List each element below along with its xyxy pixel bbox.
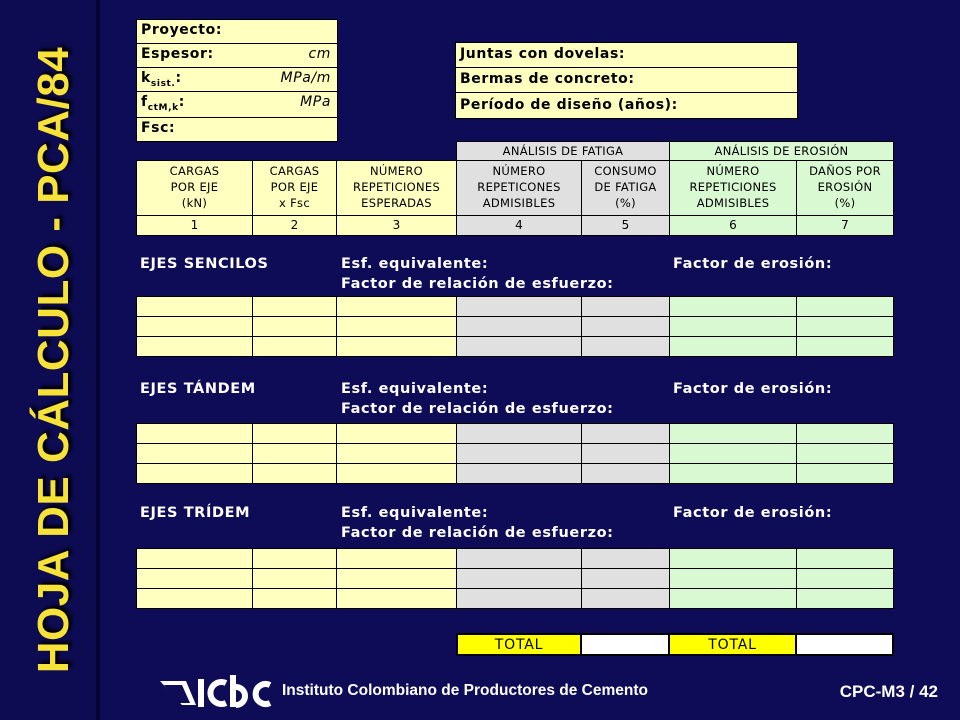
espesor-unit: cm [308,46,331,62]
grid-cell[interactable] [336,316,457,337]
section-tandem-esf: Esf. equivalente: [341,381,489,397]
section-tridem-factor-ero: Factor de erosión: [673,505,833,521]
col-number-5: 5 [581,215,670,236]
grid-cell[interactable] [456,463,582,484]
grid-cell[interactable] [252,336,337,357]
grid-cell[interactable] [336,296,457,317]
ksist-unit: MPa/m [280,70,331,86]
grid-cell[interactable] [669,423,797,444]
grid-cell[interactable] [796,548,894,569]
grid-cell[interactable] [136,336,253,357]
grid-cell[interactable] [796,588,894,609]
page-number: CPC-M3 / 42 [839,682,938,701]
grid-cell[interactable] [581,443,670,464]
grid-cell[interactable] [669,336,797,357]
col-header-6: NÚMERO REPETICIONES ADMISIBLES [669,160,797,216]
grid-cell[interactable] [252,548,337,569]
section-tridem-title: EJES TRÍDEM [140,505,251,521]
section-sencillos-factor-ero: Factor de erosión: [673,256,833,272]
proyecto-label: Proyecto: [141,22,223,38]
grid-cell[interactable] [136,443,253,464]
section-tridem-factor-rel: Factor de relación de esfuerzo: [341,525,614,541]
design-params-box [455,42,798,119]
grid-cell[interactable] [456,568,582,589]
grid-cell[interactable] [336,463,457,484]
fatiga-group-header: ANÁLISIS DE FATIGA [456,141,670,161]
grid-cell[interactable] [456,296,582,317]
juntas-label: Juntas con dovelas: [460,46,626,62]
section-sencillos-title: EJES SENCILOS [140,256,269,272]
grid-cell[interactable] [669,316,797,337]
grid-cell[interactable] [252,423,337,444]
grid-cell[interactable] [456,336,582,357]
grid-cell[interactable] [669,296,797,317]
grid-cell[interactable] [456,316,582,337]
project-box [136,19,338,142]
col-header-7: DAÑOS POR EROSIÓN (%) [796,160,894,216]
col-number-2: 2 [252,215,337,236]
juntas-field[interactable] [455,42,798,68]
fsc-label: Fsc: [141,120,176,136]
col-header-5: CONSUMO DE FATIGA (%) [581,160,670,216]
grid-cell[interactable] [336,548,457,569]
grid-cell[interactable] [581,336,670,357]
grid-cell[interactable] [669,443,797,464]
sidebar-divider [96,0,100,720]
grid-cell[interactable] [336,423,457,444]
grid-cell[interactable] [796,443,894,464]
grid-cell[interactable] [136,463,253,484]
grid-cell[interactable] [796,568,894,589]
fsc-field[interactable] [136,117,338,142]
bermas-field[interactable] [455,67,798,93]
grid-cell[interactable] [669,548,797,569]
grid-cell[interactable] [669,568,797,589]
total-erosion-value[interactable] [795,633,894,656]
grid-cell[interactable] [581,548,670,569]
grid-cell[interactable] [581,296,670,317]
grid-cell[interactable] [136,568,253,589]
col-header-3: NÚMERO REPETICIONES ESPERADAS [336,160,457,216]
proyecto-field[interactable] [136,19,338,44]
grid-cell[interactable] [581,588,670,609]
fct-label: $f_{ctM,k}$: [141,94,185,113]
ksist-field[interactable] [136,67,338,92]
grid-cell[interactable] [796,296,894,317]
section-sencillos-factor-rel: Factor de relación de esfuerzo: [341,276,614,292]
page-title: HOJA DE CÁLCULO - PCA/84 [29,46,78,674]
grid-cell[interactable] [252,316,337,337]
grid-cell[interactable] [796,336,894,357]
fct-unit: MPa [300,94,331,110]
total-erosion-label: TOTAL [668,633,797,656]
col-number-3: 3 [336,215,457,236]
espesor-field[interactable] [136,43,338,68]
periodo-field[interactable] [455,92,798,119]
grid-cell[interactable] [669,588,797,609]
grid-cell[interactable] [336,588,457,609]
bermas-label: Bermas de concreto: [460,71,635,87]
grid-cell[interactable] [796,316,894,337]
section-tandem-factor-rel: Factor de relación de esfuerzo: [341,401,614,417]
grid-cell[interactable] [581,568,670,589]
col-header-4: NÚMERO REPETICONES ADMISIBLES [456,160,582,216]
erosion-group-header: ANÁLISIS DE EROSIÓN [669,141,894,161]
grid-cell[interactable] [252,463,337,484]
col-number-7: 7 [796,215,894,236]
section-tridem-esf: Esf. equivalente: [341,505,489,521]
grid-cell[interactable] [336,336,457,357]
grid-cell[interactable] [252,443,337,464]
total-fatiga-label: TOTAL [456,633,582,656]
grid-cell[interactable] [456,548,582,569]
col-header-1: CARGAS POR EJE (kN) [136,160,253,216]
grid-cell[interactable] [581,463,670,484]
grid-cell[interactable] [456,423,582,444]
grid-cell[interactable] [456,443,582,464]
section-sencillos-esf: Esf. equivalente: [341,256,489,272]
col-header-2: CARGAS POR EJE x Fsc [252,160,337,216]
periodo-label: Período de diseño (años): [460,97,678,113]
section-tandem-factor-ero: Factor de erosión: [673,381,833,397]
col-number-4: 4 [456,215,582,236]
col-number-6: 6 [669,215,797,236]
espesor-label: Espesor: [141,46,214,62]
grid-cell[interactable] [336,443,457,464]
grid-cell[interactable] [136,296,253,317]
grid-cell[interactable] [136,548,253,569]
ksist-label: $k_{sist.}$: [141,70,182,89]
total-fatiga-value[interactable] [580,633,670,656]
icpc-logo-icon [160,673,272,711]
grid-cell[interactable] [252,588,337,609]
grid-cell[interactable] [336,568,457,589]
grid-cell[interactable] [581,316,670,337]
grid-cell[interactable] [136,316,253,337]
grid-cell[interactable] [136,423,253,444]
footer-institute: Instituto Colombiano de Productores de Cemento [282,682,648,699]
fct-field[interactable] [136,91,338,118]
grid-cell[interactable] [669,463,797,484]
grid-cell[interactable] [252,296,337,317]
grid-cell[interactable] [796,463,894,484]
grid-cell[interactable] [581,423,670,444]
grid-cell[interactable] [252,568,337,589]
grid-cell[interactable] [136,588,253,609]
col-number-1: 1 [136,215,253,236]
section-tandem-title: EJES TÁNDEM [140,381,256,397]
grid-cell[interactable] [456,588,582,609]
grid-cell[interactable] [796,423,894,444]
